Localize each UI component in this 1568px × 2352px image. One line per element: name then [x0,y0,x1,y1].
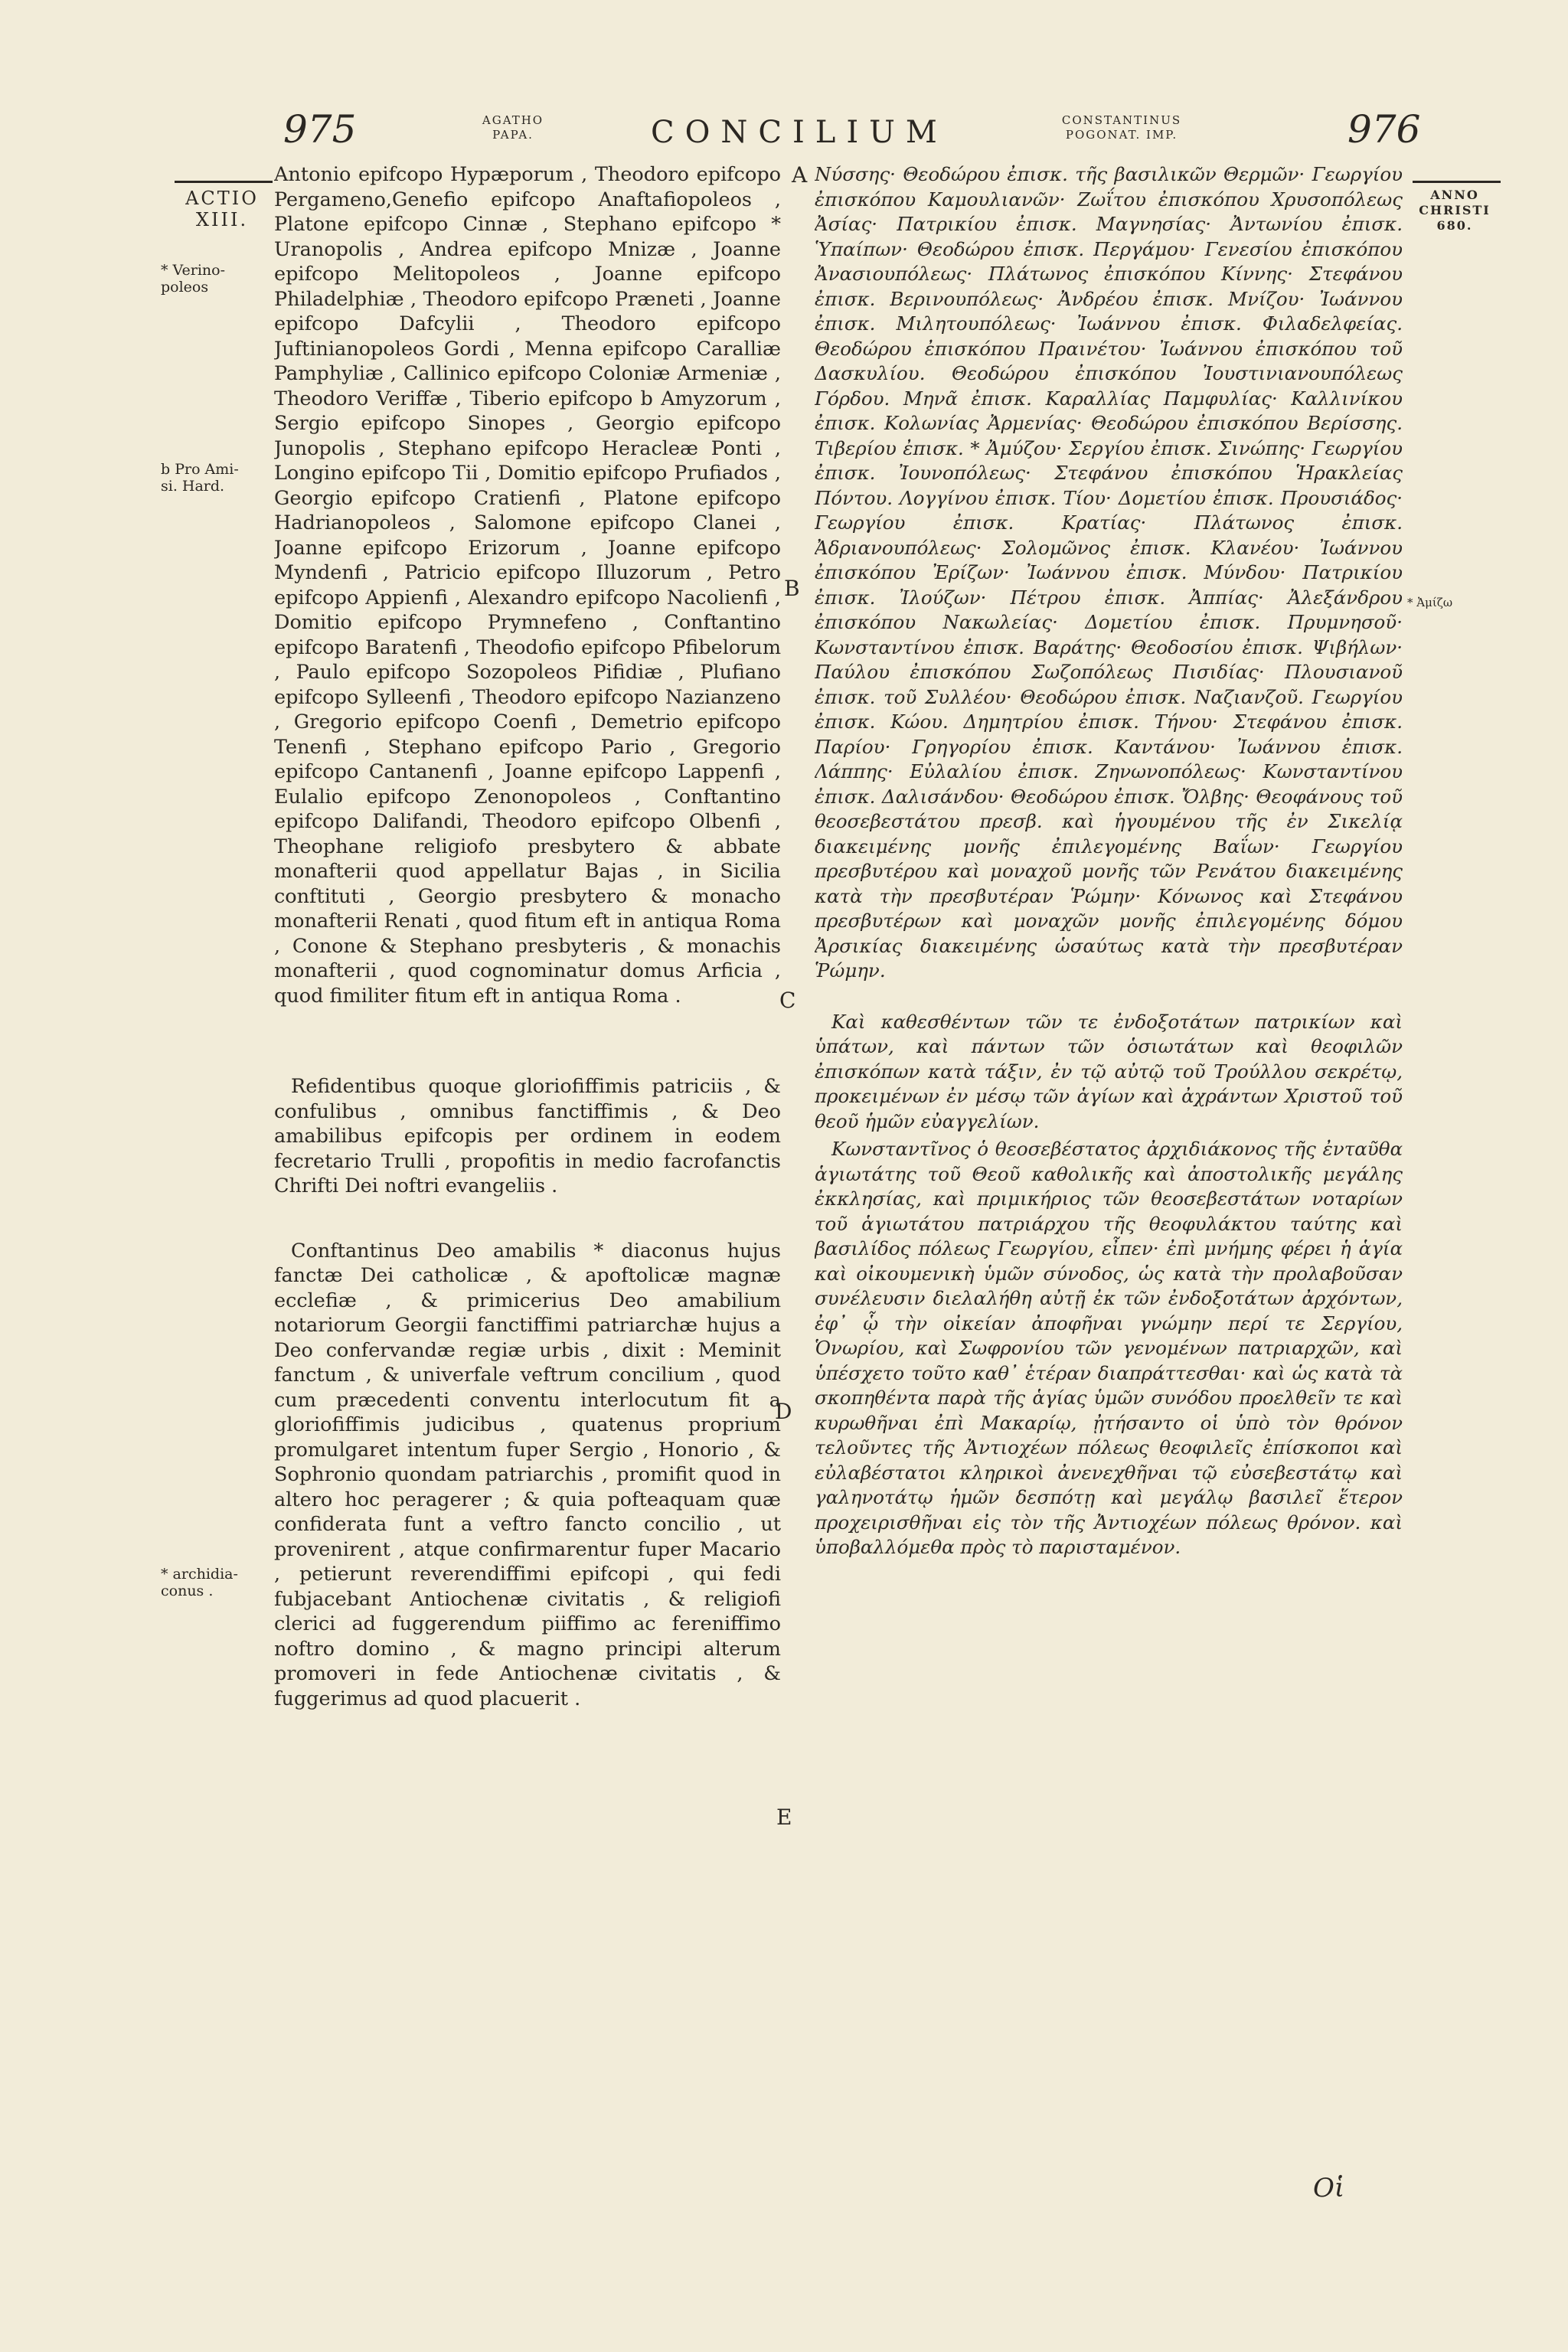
latin-column [274,162,781,2214]
header-emperor-name: CONSTANTINUS [1061,113,1182,127]
header-emperor-title: POGONAT. IMP. [1065,127,1178,142]
actio-label: ACTIO [185,188,259,209]
section-marker-e: E [776,1805,792,1830]
greek-paragraph-attendees: Νύσσης· Θεοδώρου ἐπισκ. τῆς βασιλικῶν Θερμῶν· Γεωργίου ἐπισκόπου Καμουλιανῶν· Ζωΐτου ἐπισκόπου Χρυσοπόλεως Ἀσίας· Πατρικίου ἐπισκ. Μαγνησίας· Ἀντωνίου ἐπισκ. Ὑπαίπων· Θεοδώρου ἐπισκ. Περγάμου· Γενεσίου ἐπισκόπου Ἀνασιουπόλεως· Πλάτωνος ἐπισκόπου Κίννης· Στεφάνου ἐπισκ. Βερινουπόλεως· Ἀνδρέου ἐπισκ. Μνίζου· Ἰωάννου ἐπισκ. Μιλητουπόλεως· Ἰωάννου ἐπισκ. Φιλαδελφείας. Θεοδώρου ἐπισκόπου Πραινέτου· Ἰωάννου ἐπισκόπου τοῦ Δασκυλίου. Θεοδώρου ἐπισκόπου Ἰουστινιανουπόλεως Γόρδου. Μηνᾶ ἐπισκ. Καραλλίας Παμφυλίας· Καλλινίκου ἐπισκ. Κολωνίας Ἀρμενίας· Θεοδώρου ἐπισκόπου Βερίσσης. Τιβερίου ἐπισκ. * Ἀμύζου· Σεργίου ἐπισκ. Σινώπης· Γεωργίου ἐπισκ. Ἰουνοπόλεως· Στεφάνου ἐπισκόπου Ἡρακλείας Πόντου. Λογγίνου ἐπισκ. Τίου· Δομετίου ἐπισκ. Προυσιάδος· Γεωργίου ἐπισκ. Κρατίας· Πλάτωνος ἐπισκ. Ἀδριανουπόλεως· Σολομῶνος ἐπισκ. Κλανέου· Ἰωάννου ἐπισκόπου Ἐρίζων· Ἰωάννου ἐπισκ. Μύνδου· Πατρικίου ἐπισκ. Ἰλούζων· Πέτρου ἐπισκ. Ἀππίας· Ἀλεξάνδρου ἐπισκόπου Νακωλείας· Δομετίου ἐπισκ. Πρυμνησοῦ· Κωνσταντίνου ἐπισκ. Βαράτης· Θεοδοσίου ἐπισκ. Ψιβήλων· Παύλου ἐπισκόπου Σωζοπόλεως Πισιδίας· Πλουσιανοῦ ἐπισκ. τοῦ Συλλέου· Θεοδώρου ἐπισκ. Ναζιανζοῦ. Γεωργίου ἐπισκ. Κώου. Δημητρίου ἐπισκ. Τήνου· Στεφάνου ἐπισκ. Παρίου· Γρηγορίου ἐπισκ. Καντάνου· Ἰωάννου ἐπισκ. Λάππης· Εὐλαλίου ἐπισκ. Ζηνωνοπόλεως· Κωνσταντίνου ἐπισκ. Δαλισάνδου· Θεοδώρου ἐπισκ. Ὄλβης· Θεοφάνους τοῦ θεοσεβεστάτου πρεσβ. καὶ ἡγουμένου τῆς ἐν Σικελίᾳ διακειμένης μονῆς ἐπιλεγομένης Βαΐων· Γεωργίου πρεσβυτέρου καὶ μοναχοῦ μονῆς τῶν Ρενάτου διακειμένης κατὰ τὴν πρεσβυτέραν Ῥώμην· Κόνωνος καὶ Στεφάνου πρεσβυτέρων καὶ μοναχῶν μονῆς ἐπιλεγομένης δόμου Ἀρσικίας διακειμένης ὡσαύτως κατὰ τὴν πρεσβυτέραν Ῥώμην. [815,163,1403,982]
running-header [0,107,1568,161]
section-marker-a: A [792,162,808,188]
header-title: CONCILIUM [651,115,948,150]
section-marker-d: D [775,1399,792,1424]
margin-actio [172,188,272,230]
anno-year: 680. [1436,218,1473,233]
margin-anno [1409,188,1501,234]
page-number-right: 976 [1348,107,1421,152]
greek-paragraph-seating: Καὶ καθεσθέντων τῶν τε ἐνδοξοτάτων πατρικίων καὶ ὑπάτων, καὶ πάντων τῶν ὁσιωτάτων καὶ θεοφιλῶν ἐπισκόπων κατὰ τάξιν, ἐν τῷ αὐτῷ τοῦ Τρούλλου σεκρέτῳ, προκειμένων ἐν μέσῳ τῶν ἁγίων καὶ ἀχράντων Χριστοῦ τοῦ θεοῦ ἡμῶν εὐαγγελίων. [815,1010,1403,1132]
latin-paragraph-seating: Refidentibus quoque gloriofiffimis patriciis , & confulibus , omnibus fanctiffimis , & Deo amabilibus epifcopis per ordinem in eodem fecretario Trulli , propofitis in medio facrofanctis Chrifti Dei noftri evangeliis . [274,1075,781,1197]
latin-paragraph-attendees: Antonio epifcopo Hypæporum , Theodoro epifcopo Pergameno,Genefio epifcopo Anaftafiopoleos , Platone epifcopo Cinnæ , Stephano epifcopo * Uranopolis , Andrea epifcopo Mnizæ , Joanne epifcopo Melitopoleos , Joanne epifcopo Philadelphiæ , Theodoro epifcopo Præneti , Joanne epifcopo Dafcylii , Theodoro epifcopo Juftinianopoleos Gordi , Menna epifcopo Caralliæ Pamphyliæ , Callinico epifcopo Coloniæ Armeniæ , Theodoro Veriffæ , Tiberio epifcopo b Amyzorum , Sergio epifcopo Sinopes , Georgio epifcopo Junopolis , Stephano epifcopo Heracleæ Ponti , Longino epifcopo Tii , Domitio epifcopo Prufiados , Georgio epifcopo Cratienfi , Platone epifcopo Hadrianopoleos , Salomone epifcopo Clanei , Joanne epifcopo Erizorum , Joanne epifcopo Myndenfi , Patricio epifcopo Illuzorum , Petro epifcopo Appienfi , Alexandro epifcopo Nacolienfi , Domitio epifcopo Prymnefeno , Conftantino epifcopo Baratenfi , Theodofio epifcopo Pfibelorum , Paulo epifcopo Sozopoleos Pifidiæ , Plufiano epifcopo Sylleenfi , Theodoro epifcopo Nazianzeno , Gregorio epifcopo Coenfi , Demetrio epifcopo Tenenfi , Stephano epifcopo Pario , Gregorio epifcopo Cantanenfi , Joanne epifcopo Lappenfi , Eulalio epifcopo Zenonopoleos , Conftantino epifcopo Dalifandi, Theodoro epifcopo Olbenfi , Theophane religiofo presbytero & abbate monafterii quod appellatur Bajas , in Sicilia conftituti , Georgio presbytero & monacho monafterii Renati , quod fitum eft in antiqua Roma , Conone & Stephano presbyteris , & monachis monafterii , quod cognominatur domus Arficia , quod fimiliter fitum eft in antiqua Roma . [274,163,781,1008]
margin-note-right: * Ἀμίζω [1407,596,1453,609]
header-emperor [1026,113,1217,142]
section-marker-c: C [779,988,796,1013]
header-pope [452,113,574,142]
margin-note-3: * archidia- conus . [161,1566,238,1599]
margin-rule-right [1413,181,1501,183]
page-number-left: 975 [283,107,357,152]
catchword: Οἱ [1313,2173,1345,2203]
margin-rule-left [175,181,273,183]
latin-paragraph-constantinus: Conftantinus Deo amabilis * diaconus hujus fanctæ Dei catholicæ , & apoftolicæ magnæ ecclefiæ , & primicerius Deo amabilium notariorum Georgii fanctiffimi patriarchæ hujus a Deo confervandæ regiæ urbis , dixit : Meminit fanctum , & univerfale veftrum concilium , quod cum præcedenti conventu interlocutum fit a gloriofiffimis judicibus , quatenus proprium promulgaret intentum fuper Sergio , Honorio , & Sophronio quondam patriarchis , promifit quod in altero hoc peragerer ; & quia pofteaquam quæ confiderata funt a veftro fancto concilio , ut provenirent , atque confirmarentur fuper Macario , petierunt reverendiffimi epifcopi , qui fedi fubjacebant Antiochenæ civitatis , & religiofi clerici ad fuggerendum piiffimo ac fereniffimo noftro domino , & magno principi alterum promoveri in fede Antiochenæ civitatis , & fuggerimus ad quod placuerit . [274,1239,781,1710]
header-pope-name: AGATHO [482,113,544,127]
greek-paragraph-constantinus: Κωνσταντῖνος ὁ θεοσεβέστατος ἀρχιδιάκονος τῆς ἐνταῦθα ἁγιωτάτης τοῦ Θεοῦ καθολικῆς καὶ ἀποστολικῆς μεγάλης ἐκκλησίας, καὶ πριμικήριος τῶν θεοσεβεστάτων νοταρίων τοῦ ἁγιωτάτου πατριάρχου τῆς θεοφυλάκτου ταύτης καὶ βασιλίδος πόλεως Γεωργίου, εἶπεν· ἐπὶ μνήμης φέρει ἡ ἁγία καὶ οἰκουμενικὴ ὑμῶν σύνοδος, ὡς κατὰ τὴν προλαβοῦσαν συνέλευσιν διελαλήθη αὐτῇ ἐκ τῶν ἐνδοξοτάτων ἀρχόντων, ἐφ᾽ ᾧ τὴν οἰκείαν ἀποφῆναι γνώμην περί τε Σεργίου, Ὁνωρίου, καὶ Σωφρονίου τῶν γενομένων πατριαρχῶν, καὶ ὑπέσχετο τοῦτο καθ᾽ ἑτέραν διαπράττεσθαι· καὶ ὡς κατὰ τὰ σκοπηθέντα παρὰ τῆς ἁγίας ὑμῶν συνόδου προελθεῖν τε καὶ κυρωθῆναι ἐπὶ Μακαρίῳ, ᾐτήσαντο οἱ ὑπὸ τὸν θρόνον τελοῦντες τῆς Ἀντιοχέων πόλεως θεοφιλεῖς ἐπίσκοποι καὶ εὐλαβέστατοι κληρικοὶ ἀνενεχθῆναι τῷ εὐσεβεστάτῳ καὶ γαληνοτάτῳ ἡμῶν δεσπότῃ καὶ μεγάλῳ βασιλεῖ ἕτερον προχειρισθῆναι εἰς τὸν τῆς Ἀντιοχέων πόλεως θρόνον. καὶ ὑποβαλλόμεθα πρὸς τὸ παρισταμένον. [815,1138,1403,1558]
header-pope-title: PAPA. [492,127,534,142]
section-marker-b: B [784,576,800,601]
greek-column [815,162,1403,2214]
margin-note-1: * Verino- poleos [161,262,226,296]
anno-label: ANNO [1430,188,1479,202]
margin-note-2: b Pro Ami- si. Hard. [161,461,239,495]
actio-number: XIII. [195,209,249,230]
anno-christi: CHRISTI [1419,203,1491,217]
